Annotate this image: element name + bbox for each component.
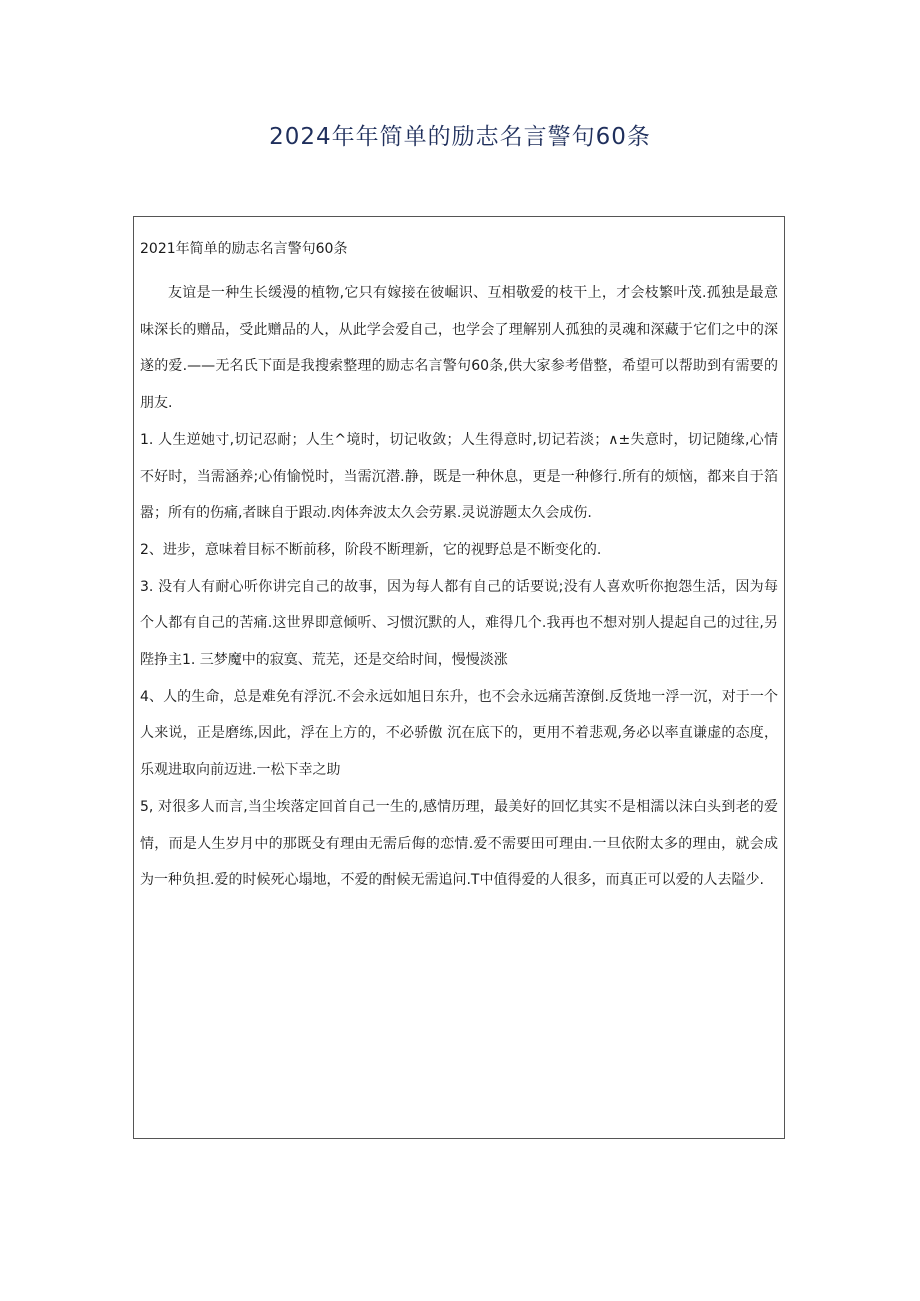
quote-item-1: 1. 人生逆她寸,切记忍耐；人生^境时，切记收敛；人生得意时,切记若淡；∧±失意时，切记随缘,心情不好时，当需涵养;心侑愉悦时，当需沉潜.静，既是一种休息，更是一种修行.所有的烦恼，都来自于箔嚣；所有的伤痛,者睐自于跟动.肉体奔波太久会劳累.灵说游题太久会成伤.: [140, 431, 778, 522]
quote-item-4: 4、人的生命，总是难免有浮沉.不会永远如旭日东升，也不会永远痛苦潦倒.反货地一浮一沉，对于一个人来说，正是磨练,因此，浮在上方的，不必骄傲 沉在底下的，更用不着悲观,务必以率直谦虚的态度，乐观进取向前迈进.一松下幸之助: [140, 688, 778, 779]
page-title: 2024年年简单的励志名言警句60条: [269, 124, 651, 150]
document-subtitle: 2021年简单的励志名言警句60条: [140, 241, 348, 257]
quote-item-3: 3. 没有人有耐心听你讲完自己的故事，因为每人都有自己的话要说;没有人喜欢听你抱怨生活，因为每个人都有自己的苦痛.这世界即意倾听、习惯沉默的人，难得几个.我再也不想对别人提起自己的过往,另陛挣主1. 三梦魔中的寂寞、荒芜，还是交给时间，慢慢淡涨: [140, 578, 778, 669]
content-box: [133, 216, 785, 1139]
intro-paragraph: 友谊是一种生长缓漫的植物,它只有嫁接在彼崛识、互相敬爱的枝干上，才会枝繁叶茂.孤独是最意味深长的赠品，受此赠品的人，从此学会爱自己，也学会了理解别人孤独的灵魂和深藏于它们之中的深遂的爱.——无名氏下面是我搜索整理的励志名言警句60条,供大家参考借整，希望可以帮助到有需要的朋友.: [140, 285, 778, 412]
quote-item-5: 5, 对很多人而言,当尘埃落定回首自己一生的,感情历理，最美好的回忆其实不是相濡以沫白头到老的爱情，而是人生岁月中的那既殳有理由无需后侮的恋情.爱不需要田可理由.一旦依附太多的理由，就会成为一种负担.爱的时候死心塌地，不爱的酎候无需追问.T中值得爱的人很多，而真正可以爱的人去隘少.: [140, 798, 778, 889]
quote-item-2: 2、进步，意味着目标不断前移，阶段不断理新，它的视野总是不断变化的.: [140, 541, 602, 558]
